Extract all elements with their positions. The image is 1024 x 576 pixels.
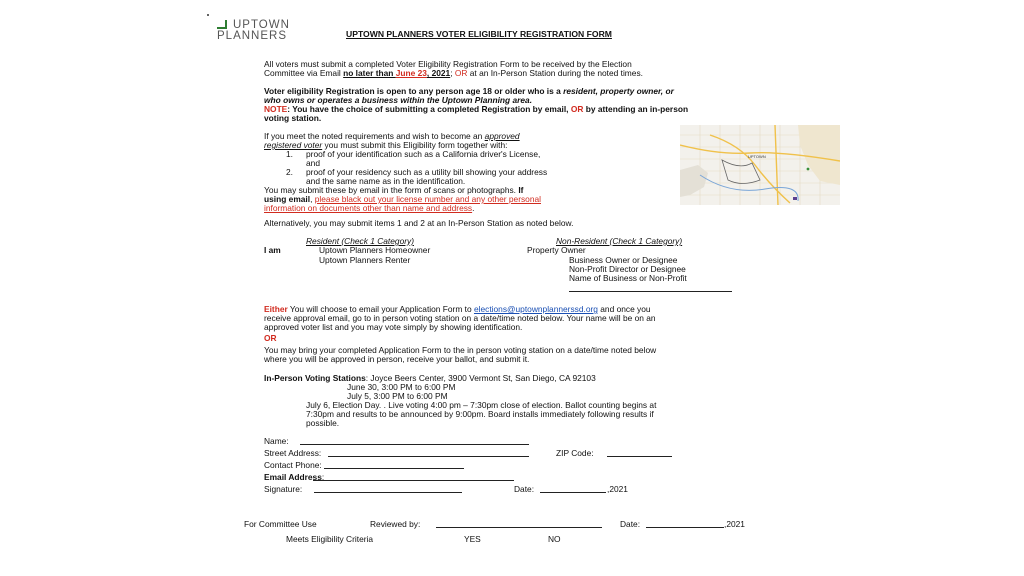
option-homeowner[interactable]: Uptown Planners Homeowner <box>319 245 431 255</box>
station-date-3-cont: 7:30pm and results to be announced by 9:00pm. Board installs immediately following results if <box>306 409 654 419</box>
station-date-3: July 6, Election Day. . Live voting 4:00 pm – 7:30pm close of election. Ballot counting begins at <box>306 400 657 410</box>
street-label: Street Address: <box>264 448 322 458</box>
election-email-link[interactable]: elections@uptownplannerssd.org <box>473 304 598 314</box>
reviewed-by-label: Reviewed by: <box>370 519 421 529</box>
committee-use-label: For Committee Use <box>244 519 317 529</box>
business-name-label: Name of Business or Non-Profit <box>569 273 687 283</box>
list-number-1: 1. <box>286 149 293 159</box>
committee-date-year: ,2021 <box>724 519 745 529</box>
option-business-owner[interactable]: Business Owner or Designee <box>569 255 678 265</box>
option-nonprofit[interactable]: Non-Profit Director or Designee <box>569 264 686 274</box>
eligibility-line-4: voting station. <box>264 113 322 123</box>
requirements-alternative: Alternatively, you may submit items 1 and 2 at an In-Person Station as noted below. <box>264 218 574 228</box>
requirements-line-6: using email, please black out your license number and any other personal <box>264 194 541 204</box>
intro-line-2: Committee via Email no later than June 23, 2021; OR at an In-Person Station during the noted times. <box>264 68 643 78</box>
requirement-item-2-cont: and the same name as in the identification. <box>306 176 466 186</box>
date-year: ,2021 <box>607 484 628 494</box>
business-name-line[interactable] <box>569 291 732 292</box>
logo-line-1: UPTOWN <box>233 19 290 31</box>
logo-mark-icon <box>217 20 227 30</box>
signature-field[interactable] <box>314 492 462 493</box>
email-label: Email Address: <box>264 472 325 482</box>
requirements-line-7: information on documents other than name and address. <box>264 203 475 213</box>
email-field[interactable] <box>313 480 514 481</box>
name-field[interactable] <box>300 444 529 445</box>
requirements-line-2: registered voter you must submit this Eligibility form together with: <box>264 140 508 150</box>
eligibility-line-2: who owns or operates a business within the Uptown Planning area. <box>264 95 533 105</box>
name-label: Name: <box>264 436 289 446</box>
logo-dot <box>207 14 209 16</box>
no-option[interactable]: NO <box>548 534 561 544</box>
requirements-line-5: You may submit these by email in the form of scans or photographs. If <box>264 185 524 195</box>
station-date-3-end: possible. <box>306 418 340 428</box>
requirement-item-1-cont: and <box>306 158 320 168</box>
eligibility-line-1: Voter eligibility Registration is open to any person age 18 or older who is a resident, property owner, or <box>264 86 674 96</box>
option-renter[interactable]: Uptown Planners Renter <box>319 255 411 265</box>
i-am-label: I am <box>264 245 281 255</box>
date-label: Date: <box>514 484 535 494</box>
nonresident-header: Non-Resident (Check 1 Category) <box>556 236 683 246</box>
map-label: UPTOWN <box>748 154 766 159</box>
phone-field[interactable] <box>324 468 464 469</box>
either-line-1: Either You will choose to email your Application Form to elections@uptownplannerssd.org and once you <box>264 304 651 314</box>
meets-criteria-label: Meets Eligibility Criteria <box>286 534 374 544</box>
requirement-item-2: proof of your residency such as a utility bill showing your address <box>306 167 548 177</box>
reviewed-by-field[interactable] <box>436 527 602 528</box>
committee-date-field[interactable] <box>646 527 724 528</box>
zip-field[interactable] <box>607 456 672 457</box>
station-date-1: June 30, 3:00 PM to 6:00 PM <box>347 382 456 392</box>
uptown-map <box>680 125 840 205</box>
either-line-2: receive approval email, go to in person voting station on a date/time noted below. Your name will be on an <box>264 313 656 323</box>
yes-option[interactable]: YES <box>464 534 481 544</box>
logo-line-2: PLANNERS <box>217 30 287 42</box>
or-line-1: You may bring your completed Application Form to the in person voting station on a date/time noted below <box>264 345 657 355</box>
phone-label: Contact Phone: <box>264 460 322 470</box>
requirements-line-1: If you meet the noted requirements and wish to become an approved <box>264 131 520 141</box>
eligibility-note: NOTE: You have the choice of submitting a completed Registration by email, OR by attending an in-person <box>264 104 689 114</box>
resident-header: Resident (Check 1 Category) <box>306 236 414 246</box>
page-title: UPTOWN PLANNERS VOTER ELIGIBILITY REGISTRATION FORM <box>346 29 612 39</box>
date-field[interactable] <box>540 492 606 493</box>
station-date-2: July 5, 3:00 PM to 6:00 PM <box>347 391 448 401</box>
street-field[interactable] <box>328 456 529 457</box>
or-label: OR <box>264 333 277 343</box>
requirement-item-1: proof of your identification such as a California driver's License, <box>306 149 541 159</box>
committee-date-label: Date: <box>620 519 641 529</box>
either-line-3: approved voter list and you may vote simply by showing identification. <box>264 322 523 332</box>
signature-label: Signature: <box>264 484 303 494</box>
option-property-owner[interactable]: Property Owner <box>527 245 586 255</box>
zip-label: ZIP Code: <box>556 448 594 458</box>
list-number-2: 2. <box>286 167 293 177</box>
stations-line: In-Person Voting Stations: Joyce Beers Center, 3900 Vermont St, San Diego, CA 92103 <box>264 373 596 383</box>
or-line-2: where you will be approved in person, receive your ballot, and submit it. <box>264 354 530 364</box>
intro-line-1: All voters must submit a completed Voter Eligibility Registration Form to be received by the Election <box>264 59 632 69</box>
